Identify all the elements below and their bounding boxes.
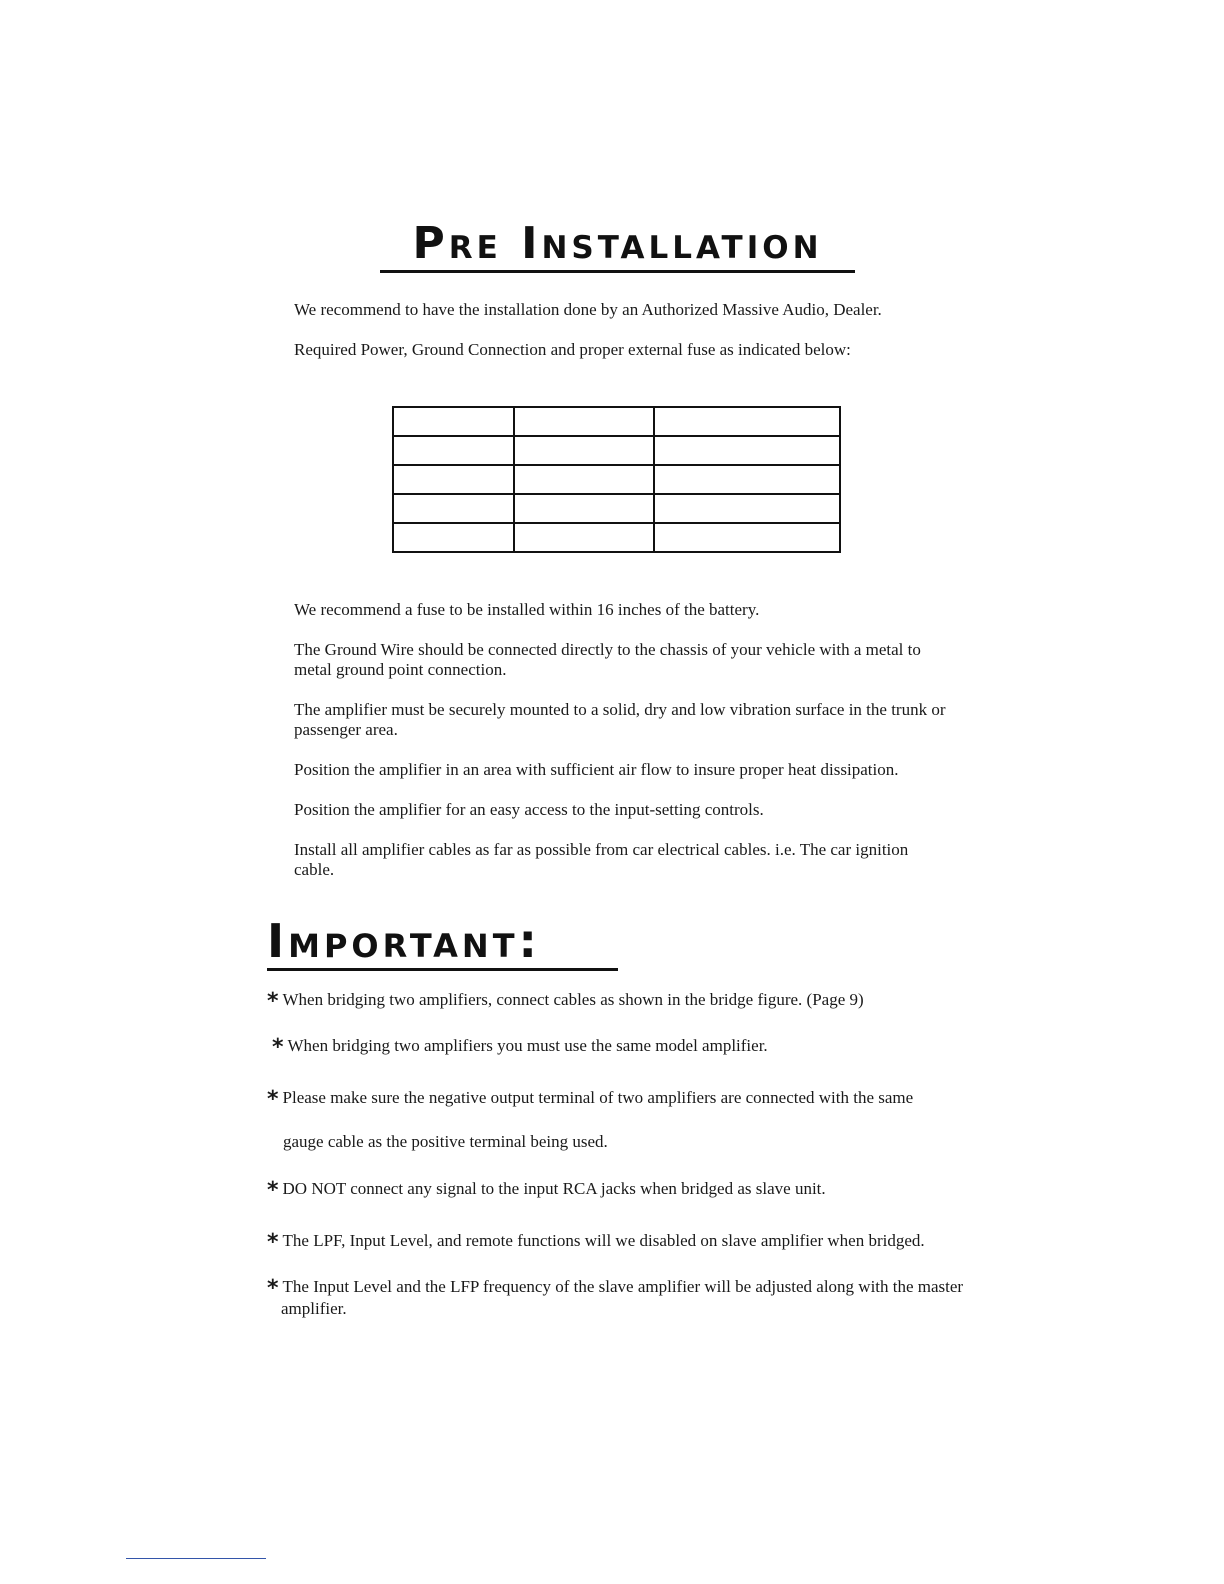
important-note <box>272 1036 992 1058</box>
important-title: Important: <box>267 918 618 971</box>
table-cell <box>514 465 654 494</box>
important-note <box>267 1231 1007 1253</box>
table-row <box>393 494 840 523</box>
table-row <box>393 523 840 552</box>
table-cell <box>654 436 840 465</box>
important-note <box>267 1277 971 1319</box>
footnote-divider <box>126 1558 266 1559</box>
pre-installation-title: Pre Installation <box>380 222 855 273</box>
instruction-paragraph: Position the amplifier for an easy access to the input-setting controls. <box>294 800 764 819</box>
important-note-continued: gauge cable as the positive terminal being used. <box>283 1132 608 1151</box>
bullet-star: * <box>267 1178 279 1203</box>
note-text: When bridging two amplifiers, connect cables as shown in the bridge figure. (Page 9) <box>282 990 864 1009</box>
note-text: The Input Level and the LFP frequency of the slave amplifier will be adjusted along with the master amplifier. <box>281 1277 964 1318</box>
fuse-table <box>392 406 841 553</box>
table-cell <box>393 465 514 494</box>
important-note <box>267 1088 987 1110</box>
instruction-paragraph: Position the amplifier in an area with sufficient air flow to insure proper heat dissipation. <box>294 760 899 779</box>
note-text: Please make sure the negative output terminal of two amplifiers are connected with the same <box>282 1088 914 1107</box>
instruction-paragraph: The amplifier must be securely mounted to a solid, dry and low vibration surface in the trunk or passenger area. <box>294 700 946 739</box>
table-cell <box>514 407 654 436</box>
table-row <box>393 465 840 494</box>
bullet-star: * <box>267 1276 279 1301</box>
table-cell <box>393 436 514 465</box>
intro-paragraph: Required Power, Ground Connection and proper external fuse as indicated below: <box>294 340 851 359</box>
bullet-star: * <box>272 1035 284 1060</box>
table-cell <box>654 494 840 523</box>
note-text: When bridging two amplifiers you must use the same model amplifier. <box>287 1036 768 1055</box>
table-cell <box>654 407 840 436</box>
bullet-star: * <box>267 1087 279 1112</box>
bullet-star: * <box>267 989 279 1014</box>
table-row <box>393 407 840 436</box>
note-text: The LPF, Input Level, and remote functions will we disabled on slave amplifier when bridged. <box>282 1231 925 1250</box>
bullet-star: * <box>267 1230 279 1255</box>
table-cell <box>514 436 654 465</box>
table-cell <box>393 523 514 552</box>
instruction-paragraph: Install all amplifier cables as far as possible from car electrical cables. i.e. The car ignition cable. <box>294 840 909 879</box>
intro-paragraph: We recommend to have the installation done by an Authorized Massive Audio, Dealer. <box>294 300 882 319</box>
instruction-paragraph: The Ground Wire should be connected directly to the chassis of your vehicle with a metal to metal ground point connection. <box>294 640 921 679</box>
instruction-paragraph: We recommend a fuse to be installed within 16 inches of the battery. <box>294 600 760 619</box>
table-row <box>393 436 840 465</box>
note-text: DO NOT connect any signal to the input RCA jacks when bridged as slave unit. <box>282 1179 826 1198</box>
important-note <box>267 990 987 1012</box>
table-cell <box>654 465 840 494</box>
table-cell <box>654 523 840 552</box>
table-cell <box>393 407 514 436</box>
table-cell <box>393 494 514 523</box>
table-cell <box>514 494 654 523</box>
important-note <box>267 1179 987 1201</box>
table-cell <box>514 523 654 552</box>
